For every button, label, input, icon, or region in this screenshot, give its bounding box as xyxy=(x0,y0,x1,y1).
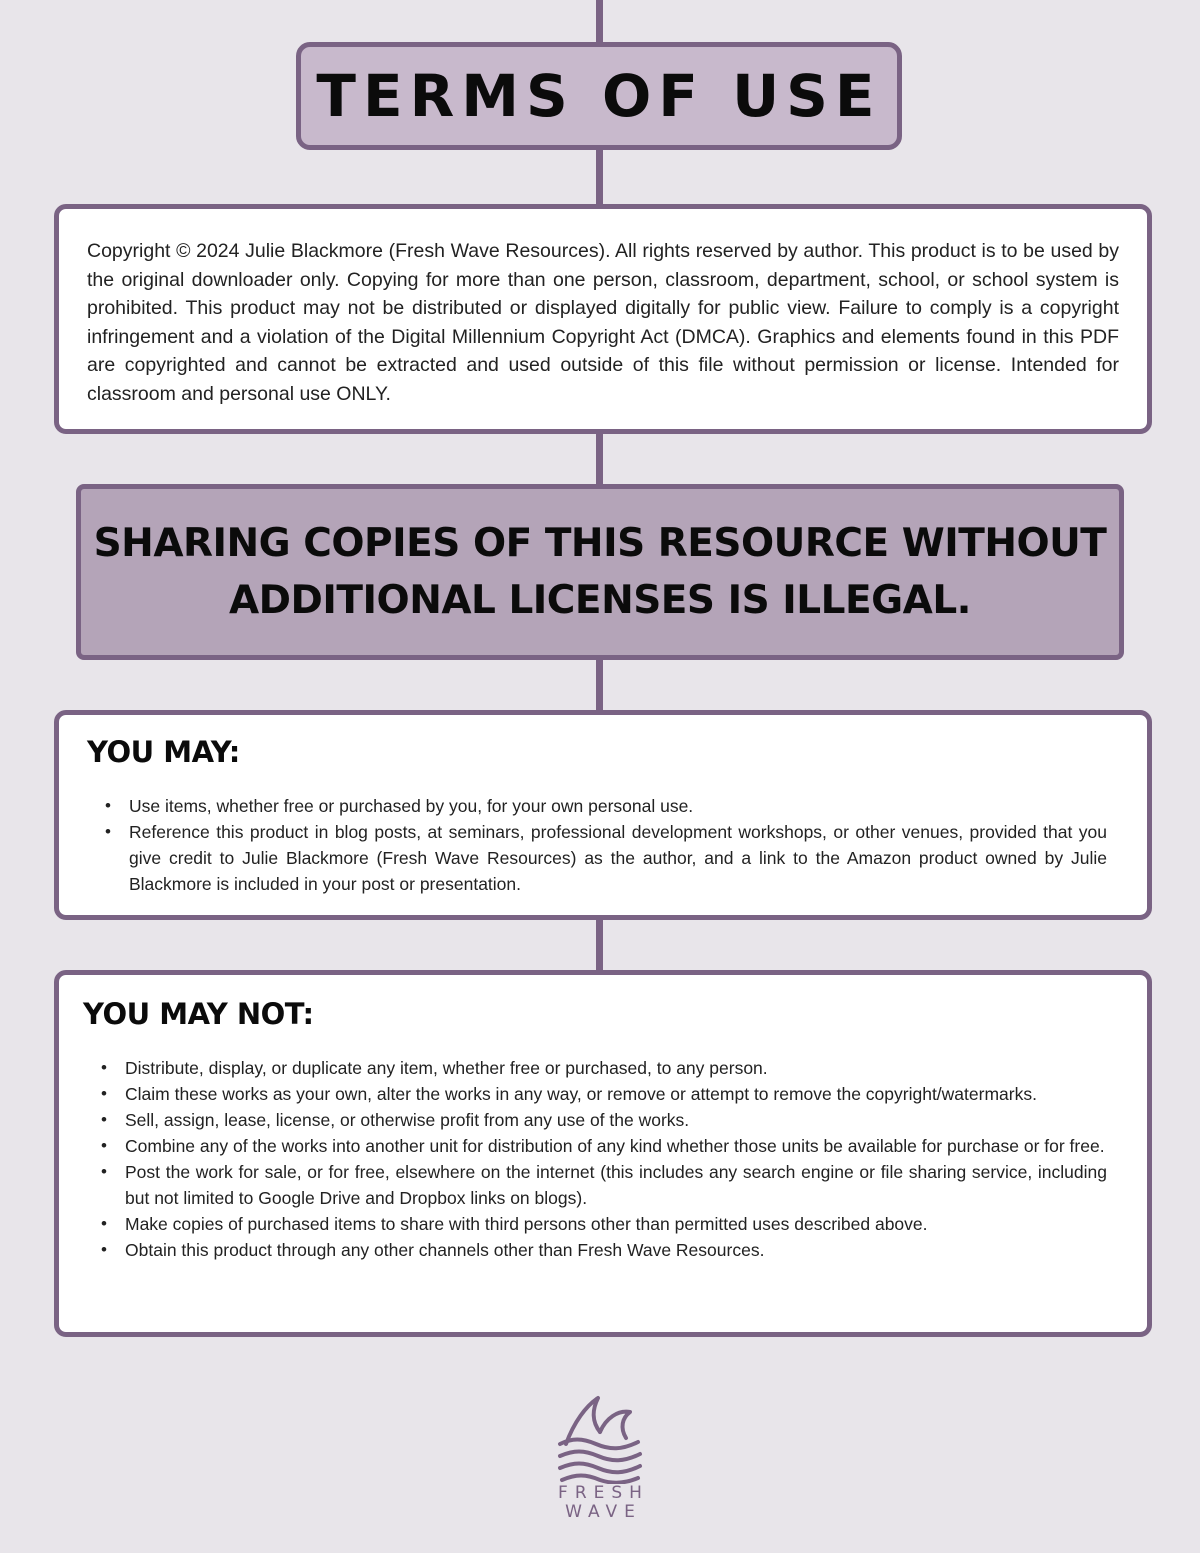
logo-word-fresh: FRESH xyxy=(558,1483,649,1503)
wave-logo-icon xyxy=(552,1392,648,1484)
you-may-list xyxy=(87,793,1107,897)
you-may-heading: YOU MAY: xyxy=(87,735,240,769)
you-may-card xyxy=(54,710,1152,920)
warning-line-1: SHARING COPIES OF THIS RESOURCE WITHOUT xyxy=(93,521,1107,566)
copyright-card xyxy=(54,204,1152,434)
connector-line-top xyxy=(596,0,603,44)
you-may-not-card xyxy=(54,970,1152,1337)
page-title: TERMS OF USE xyxy=(316,62,882,130)
list-item: • Obtain this product through any other channels other than Fresh Wave Resources. xyxy=(83,1237,1107,1263)
connector-line-1 xyxy=(596,148,603,206)
you-may-not-heading: YOU MAY NOT: xyxy=(83,997,314,1031)
page-title-box xyxy=(296,42,902,150)
connector-line-3 xyxy=(596,658,603,712)
fresh-wave-logo xyxy=(540,1392,660,1527)
list-item: • Reference this product in blog posts, at seminars, professional development workshops, or other venues, provided that you give credit to Julie Blackmore (Fresh Wave Resources) as the author, and a link to the Amazon product owned by Julie Blackmore is included in your post or presentation. xyxy=(87,819,1107,897)
list-item: • Distribute, display, or duplicate any item, whether free or purchased, to any person. xyxy=(83,1055,1107,1081)
warning-line-2: ADDITIONAL LICENSES IS xyxy=(228,578,783,623)
list-item: • Claim these works as your own, alter the works in any way, or remove or attempt to remove the copyright/watermarks. xyxy=(83,1081,1107,1107)
you-may-not-list xyxy=(83,1055,1107,1263)
logo-word-wave: WAVE xyxy=(565,1502,642,1522)
connector-line-2 xyxy=(596,432,603,486)
list-item: • Sell, assign, lease, license, or otherwise profit from any use of the works. xyxy=(83,1107,1107,1133)
list-item: • Post the work for sale, or for free, elsewhere on the internet (this includes any search engine or file sharing service, including but not limited to Google Drive and Dropbox links on blogs). xyxy=(83,1159,1107,1211)
copyright-text: Copyright © 2024 Julie Blackmore (Fresh Wave Resources). All rights reserved by author. This product is to be used by the original downloader only. Copying for more than one person, classroom, department, school, or school system is prohibited. This product may not be distributed or displayed digitally for public view. Failure to comply is a copyright infringement and a violation of the Digital Millennium Copyright Act (DMCA). Graphics and elements found in this PDF are copyrighted and cannot be extracted and used outside of this file without permission or license. Intended for classroom and personal use ONLY. xyxy=(87,240,1119,405)
illegal-sharing-warning xyxy=(76,484,1124,660)
list-item: • Use items, whether free or purchased by you, for your own personal use. xyxy=(87,793,1107,819)
connector-line-4 xyxy=(596,918,603,972)
list-item: • Make copies of purchased items to share with third persons other than permitted uses described above. xyxy=(83,1211,1107,1237)
list-item: • Combine any of the works into another unit for distribution of any kind whether those units be available for purchase or for free. xyxy=(83,1133,1107,1159)
warning-text xyxy=(94,515,1107,629)
warning-emphasis: ILLEGAL. xyxy=(782,578,971,623)
